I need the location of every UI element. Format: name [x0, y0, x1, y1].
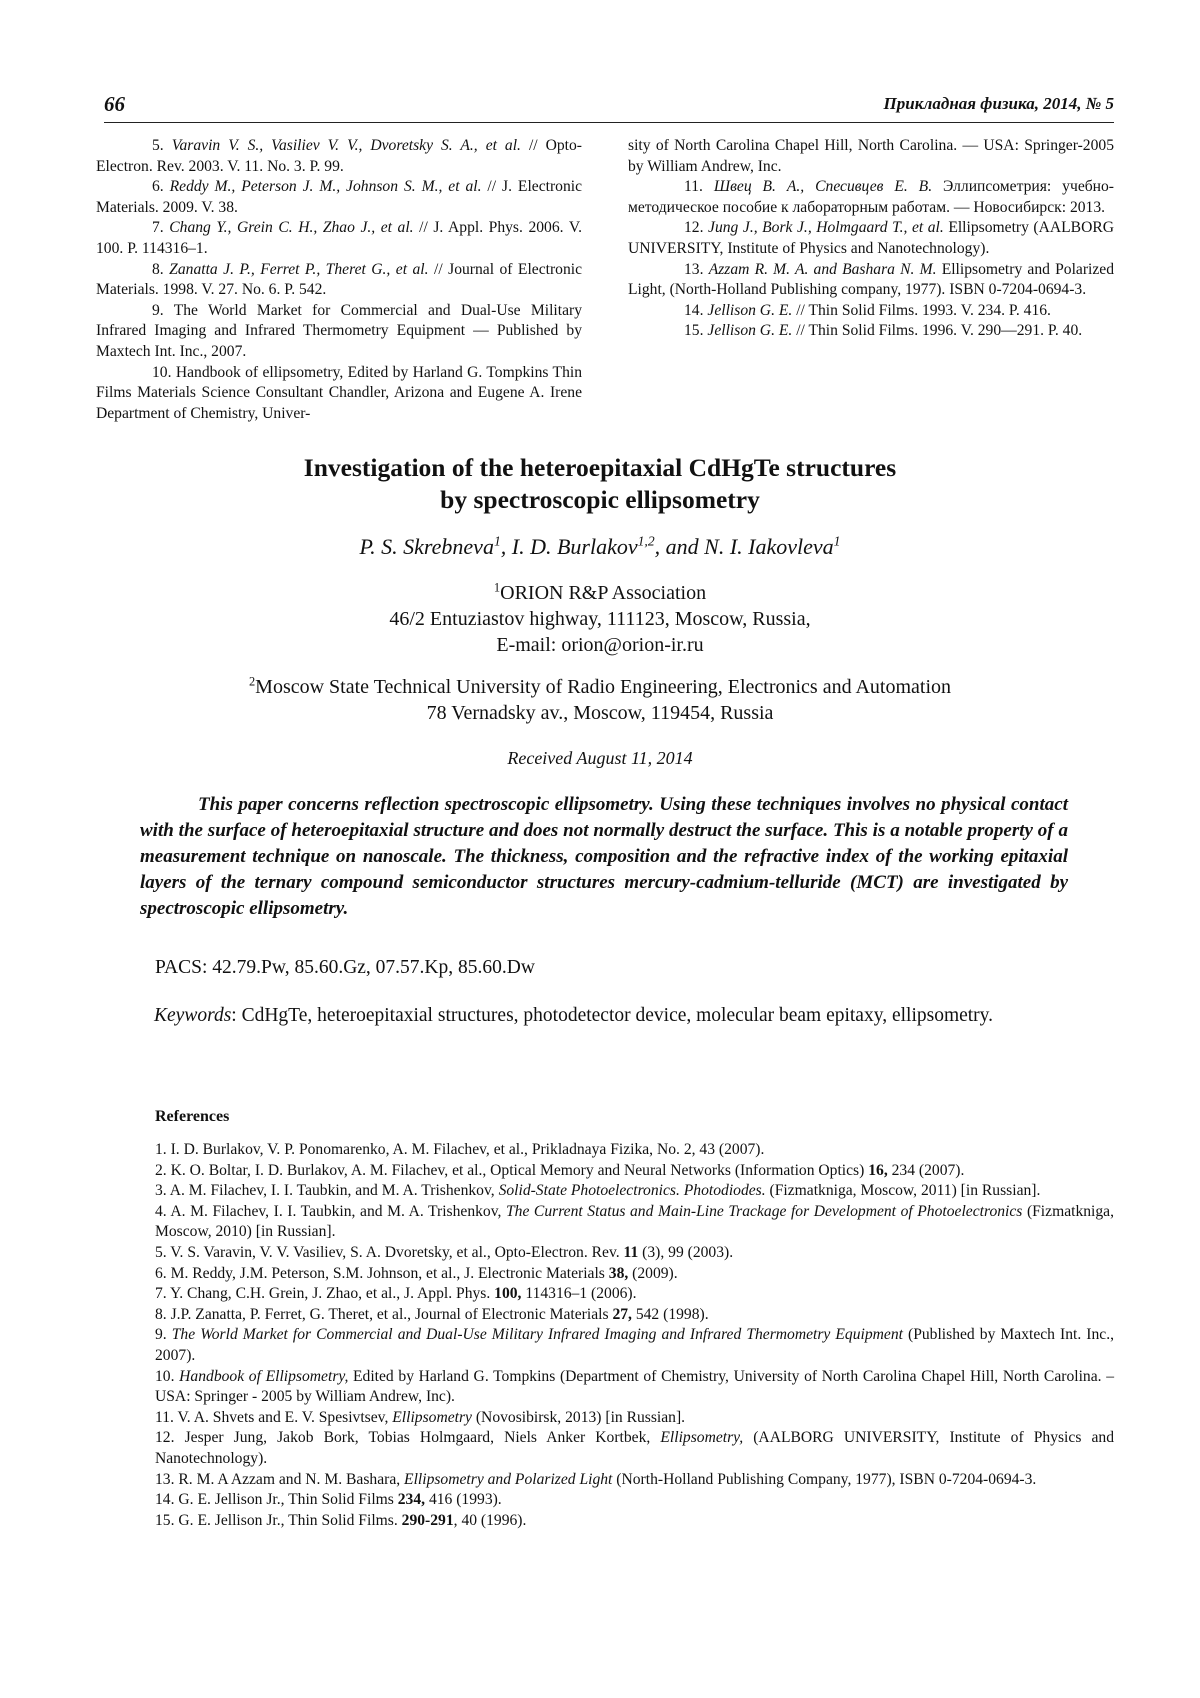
ref-column-right — [628, 136, 1114, 342]
reference-item: 6. M. Reddy, J.M. Peterson, S.M. Johnson, et al., J. Electronic Materials 38, (2009). — [155, 1264, 678, 1282]
affiliation-1: $^1$ORION R&P Association 46/2 Entuziastov highway, 111123, Moscow, Russia, E-mail: orion@orion-ir.ru — [100, 580, 1100, 658]
references-heading: References — [155, 1108, 230, 1125]
previous-article-references — [96, 136, 1114, 436]
reference-item: 8. J.P. Zanatta, P. Ferret, G. Theret, et al., Journal of Electronic Materials 27, 542 (1998). — [155, 1305, 709, 1323]
abstract: This paper concerns reflection spectroscopic ellipsometry. Using these techniques involves no physical contact with the surface of heteroepitaxial structure and does not normally destruct the surface. This is a notable property of a measurement technique on nanoscale. The thickness, composition and the refractive index of the working epitaxial layers of the ternary compound semiconductor structures mercury-cadmium-telluride (MCT) are investigated by spectroscopic ellipsometry. — [140, 794, 1068, 919]
keywords: Keywords: CdHgTe, heteroepitaxial structures, photodetector device, molecular beam epitaxy, ellipsometry. — [154, 1005, 994, 1026]
reference-item: 12. Jesper Jung, Jakob Bork, Tobias Holmgaard, Niels Anker Kortbek, Ellipsometry, (AALBORG UNIVERSITY, Institute of Physics and Nanotechnology). — [155, 1429, 1114, 1467]
reference-item: 1. I. D. Burlakov, V. P. Ponomarenko, A. M. Filachev, et al., Prikladnaya Fizika, No. 2, 43 (2007). — [155, 1141, 765, 1158]
reference-item: 7. Y. Chang, C.H. Grein, J. Zhao, et al., J. Appl. Phys. 100, 114316–1 (2006). — [155, 1285, 637, 1303]
reference-item: 11. V. A. Shvets and E. V. Spesivtsev, Ellipsometry (Novosibirsk, 2013) [in Russian]. — [155, 1408, 686, 1426]
prev-ref-8: 8. Zanatta J. P., Ferret P., Theret G., et al. // Journal of Electronic Materials. 1998. V. 27. No. 6. P. 542. — [96, 260, 583, 299]
prev-ref-15: 15. Jellison G. E. // Thin Solid Films. 1996. V. 290—291. P. 40. — [684, 322, 1083, 340]
references-list — [155, 1140, 1114, 1531]
reference-item: 10. Handbook of Ellipsometry, Edited by Harland G. Tompkins (Department of Chemistry, University of North Carolina Chapel Hill, North Carolina. – USA: Springer - 2005 by William Andrew, Inc). — [155, 1367, 1114, 1406]
header-rule — [104, 122, 1114, 123]
journal-name: Прикладная физика, 2014, № 5 — [883, 94, 1114, 113]
received-date: Received August 11, 2014 — [507, 748, 693, 768]
author-list: P. S. Skrebneva$^1$, I. D. Burlakov$^{1,2}$, and N. I. Iakovleva$^1$ — [359, 533, 841, 559]
reference-item: 4. A. M. Filachev, I. I. Taubkin, and M. A. Trishenkov, The Current Status and Main-Line Trackage for Development of Photoelectronics (Fizmatkniga, Moscow, 2010) [in Russian]. — [155, 1202, 1114, 1241]
email-address: E-mail: orion@orion-ir.ru — [496, 634, 704, 656]
prev-ref-12: 12. Jung J., Bork J., Holmgaard T., et al. Ellipsometry (AALBORG UNIVERSITY, Institute of Physics and Nanotechnology). — [628, 219, 1114, 257]
reference-item: 9. The World Market for Commercial and Dual-Use Military Infrared Imaging and Infrared Thermometry Equipment (Published by Maxtech Int. Inc., 2007). — [155, 1326, 1115, 1364]
prev-ref-11: 11. Швец В. А., Спесивцев Е. В. Эллипсометрия: учебно-методическое пособие к лабораторным работам. — Новосибирск: 2013. — [628, 178, 1115, 216]
prev-ref-5: 5. Varavin V. S., Vasiliev V. V., Dvoretsky S. A., et al. // Opto-Electron. Rev. 2003. V. 11. No. 3. P. 99. — [96, 137, 582, 175]
running-header — [104, 92, 1114, 126]
reference-item: 14. G. E. Jellison Jr., Thin Solid Films 234, 416 (1993). — [155, 1491, 502, 1509]
reference-item: 2. K. O. Boltar, I. D. Burlakov, A. M. Filachev, et al., Optical Memory and Neural Networks (Information Optics) 16, 234 (2007). — [155, 1161, 965, 1179]
prev-ref-9: 9. The World Market for Commercial and Dual-Use Military Infrared Imaging and Infrared Thermometry Equipment — Published by Maxtech Int. Inc., 2007. — [96, 301, 582, 360]
prev-ref-14: 14. Jellison G. E. // Thin Solid Films. 1993. V. 234. P. 416. — [684, 301, 1051, 319]
prev-ref-6: 6. Reddy M., Peterson J. M., Johnson S. M., et al. // J. Electronic Materials. 2009. V. 38. — [96, 178, 582, 216]
reference-item: 13. R. M. A Azzam and N. M. Bashara, Ellipsometry and Polarized Light (North-Holland Publishing Company, 1977), ISBN 0-7204-0694-3. — [155, 1470, 1037, 1488]
affiliation-2: $^2$Moscow State Technical University of Radio Engineering, Electronics and Automation 78 Vernadsky av., Moscow, 119454, Russia — [248, 674, 952, 724]
prev-ref-13: 13. Azzam R. M. A. and Bashara N. M. Ellipsometry and Polarized Light, (North-Holland Publishing company, 1977). ISBN 0-7204-0694-3. — [628, 260, 1114, 299]
ref-column-left — [96, 136, 582, 424]
prev-ref-10-cont: sity of North Carolina Chapel Hill, North Carolina. — USA: Springer-2005 by William Andrew, Inc. — [628, 137, 1114, 175]
pacs-codes: PACS: 42.79.Pw, 85.60.Gz, 07.57.Kp, 85.60.Dw — [155, 957, 535, 978]
prev-ref-7: 7. Chang Y., Grein C. H., Zhao J., et al. // J. Appl. Phys. 2006. V. 100. P. 114316–1. — [96, 219, 582, 257]
reference-item: 3. A. M. Filachev, I. I. Taubkin, and M. A. Trishenkov, Solid-State Photoelectronics. Photodiodes. (Fizmatkniga, Moscow, 2011) [in Russian]. — [155, 1182, 1041, 1200]
article-title: Investigation of the heteroepitaxial CdHgTe structures by spectroscopic ellipsometry — [303, 453, 897, 514]
reference-item: 15. G. E. Jellison Jr., Thin Solid Films. 290-291, 40 (1996). — [155, 1511, 527, 1529]
page-number: 66 — [104, 92, 125, 116]
reference-item: 5. V. S. Varavin, V. V. Vasiliev, S. A. Dvoretsky, et al., Opto-Electron. Rev. 11 (3), 99 (2003). — [155, 1243, 734, 1261]
prev-ref-10: 10. Handbook of ellipsometry, Edited by Harland G. Tompkins Thin Films Materials Science Consultant Chandler, Arizona and Eugene A. Irene Department of Chemistry, Univer- — [96, 363, 583, 422]
